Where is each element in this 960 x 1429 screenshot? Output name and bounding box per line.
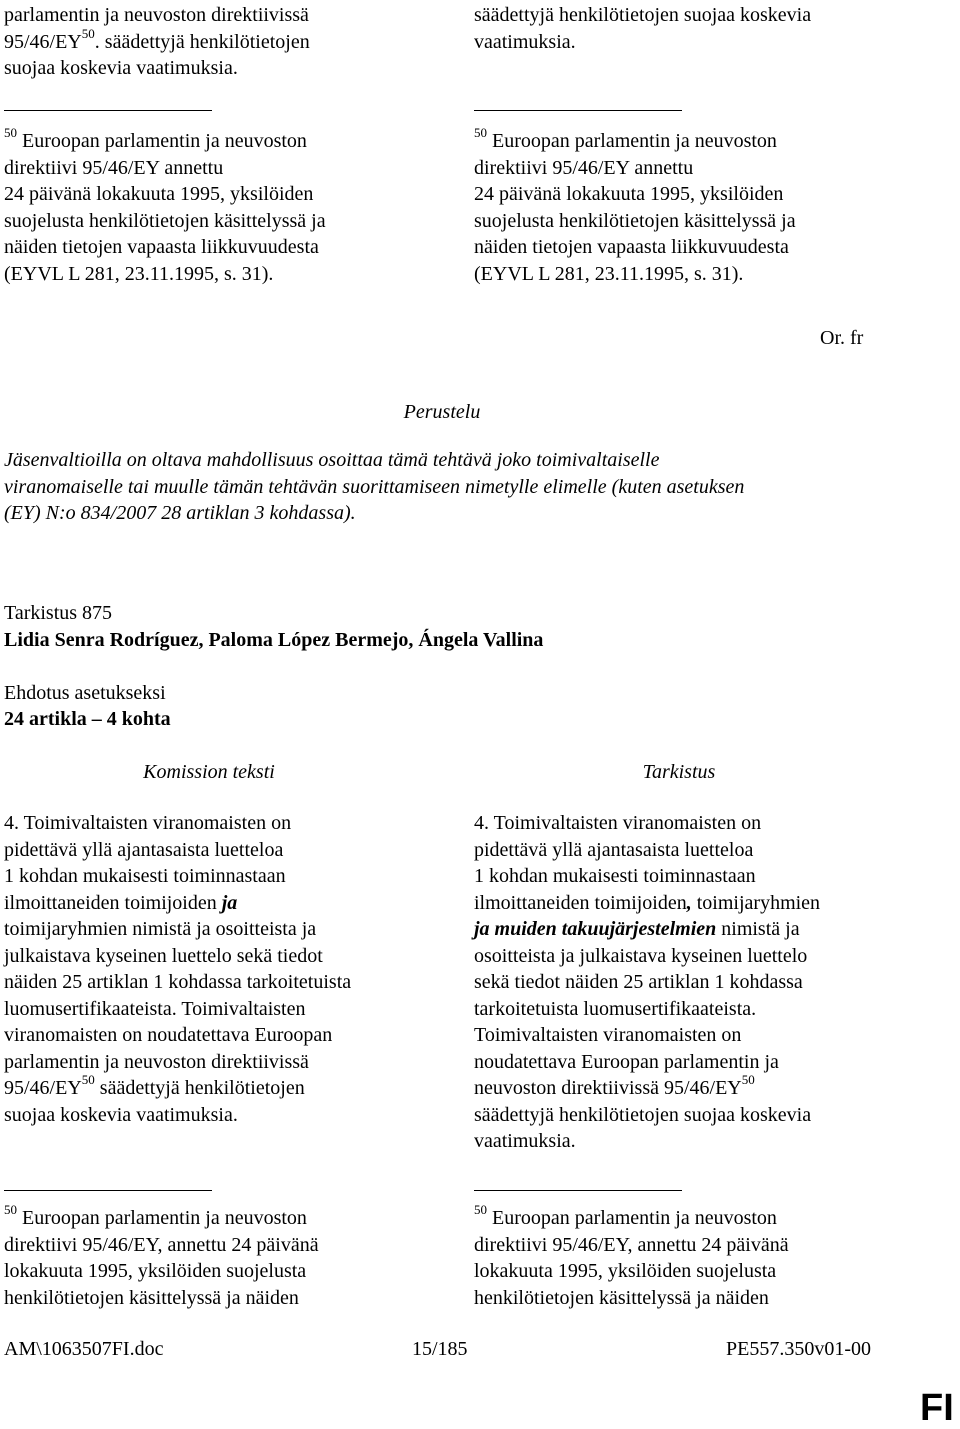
amendment-line: sekä tiedot näiden 25 artiklan 1 kohdassa [474, 971, 803, 993]
amendment-text [474, 810, 944, 1155]
amendment-text-plain: nimistä ja [716, 918, 800, 940]
deleted-text: ja [221, 891, 238, 914]
footnote-text: Euroopan parlamentin ja neuvoston [487, 130, 777, 152]
footnote-line: (EYVL L 281, 23.11.1995, s. 31). [474, 262, 744, 285]
language-mark: FI [920, 1387, 954, 1429]
footnote-ref: 50 [81, 25, 95, 41]
justification-line: viranomaiselle tai muulle tämän tehtävän suorittamiseen nimetylle elimelle (kuten asetuksen [4, 475, 745, 498]
footnote-ref: 50 [81, 1072, 95, 1088]
amendment-line: tarkoitetuista luomusertifikaateista. [474, 997, 757, 1020]
top-right-line-2: vaatimuksia. [474, 30, 576, 53]
footnote-text: Euroopan parlamentin ja neuvoston [17, 130, 307, 152]
column-header-amendment: Tarkistus [642, 761, 716, 783]
amendment-line: vaatimuksia. [474, 1130, 576, 1152]
footnote-line: direktiivi 95/46/EY annettu [474, 156, 694, 179]
footnote-bottom-right-first [474, 1202, 944, 1232]
footnote-separator-right [474, 1190, 682, 1191]
footnote-line: näiden tietojen vapaasta liikkuvuudesta [4, 236, 319, 258]
footnote-line: (EYVL L 281, 23.11.1995, s. 31). [4, 262, 274, 285]
footnote-separator-left [4, 1190, 212, 1191]
footnote-line: lokakuuta 1995, yksilöiden suojelusta [4, 1260, 307, 1282]
footnote-line: suojelusta henkilötietojen käsittelyssä ja [4, 209, 326, 232]
justification-line: Jäsenvaltioilla on oltava mahdollisuus osoittaa tämä tehtävä joko toimivaltaiselle [4, 449, 660, 471]
amendment-line: noudatettava Euroopan parlamentin ja [474, 1050, 779, 1073]
commission-text [4, 810, 444, 1128]
amendment-text-plain: neuvoston direktiivissä 95/46/EY [474, 1077, 742, 1099]
footnote-number: 50 [4, 1202, 17, 1218]
footnote-separator-left [4, 110, 212, 111]
commission-line: luomusertifikaateista. Toimivaltaisten [4, 997, 306, 1020]
commission-line: parlamentin ja neuvoston direktiivissä [4, 1050, 309, 1073]
directive-ref: 95/46/EY [4, 1077, 82, 1099]
footnote-line: 24 päivänä lokakuuta 1995, yksilöiden [474, 183, 784, 205]
footnote-text: Euroopan parlamentin ja neuvoston [17, 1207, 307, 1229]
footnote-separator-right [474, 110, 682, 111]
footer-page-number: 15/185 [412, 1338, 468, 1360]
footnote-number: 50 [4, 125, 17, 141]
footnote-top-right [474, 125, 944, 287]
footnote-top-right-first [474, 125, 944, 155]
amendment-line: Toimivaltaisten viranomaisten on [474, 1024, 742, 1046]
footnote-line: direktiivi 95/46/EY annettu [4, 156, 224, 179]
proposal-title: Ehdotus asetukseksi [4, 682, 166, 704]
top-left-line-3: suojaa koskevia vaatimuksia. [4, 57, 238, 79]
directive-ref: 95/46/EY [4, 30, 82, 53]
footnote-bottom-left-first [4, 1202, 444, 1232]
amendment-line: pidettävä yllä ajantasaista luetteloa [474, 838, 754, 861]
footnote-top-left [4, 125, 444, 287]
amendment-line [474, 1072, 944, 1102]
amendment-line [474, 916, 944, 943]
footnote-top-left-first [4, 125, 444, 155]
commission-line: pidettävä yllä ajantasaista luetteloa [4, 838, 284, 861]
top-right-line-1: säädettyjä henkilötietojen suojaa koskevia [474, 4, 812, 26]
amendment-line: osoitteista ja julkaistava kyseinen luettelo [474, 944, 808, 967]
footer-doc-reference: AM\1063507FI.doc [4, 1338, 164, 1360]
commission-line: viranomaisten on noudatettava Euroopan [4, 1024, 333, 1046]
column-header-commission: Komission teksti [143, 761, 275, 783]
top-text-right [474, 2, 944, 55]
footnote-line: direktiivi 95/46/EY, annettu 24 päivänä [4, 1233, 319, 1256]
amendment-line: 4. Toimivaltaisten viranomaisten on [474, 812, 762, 834]
inserted-text: ja muiden takuujärjestelmien [474, 918, 717, 940]
footnote-line: lokakuuta 1995, yksilöiden suojelusta [474, 1260, 777, 1282]
footnote-bottom-right [474, 1202, 944, 1311]
amendment-number: Tarkistus 875 [4, 602, 113, 624]
footnote-bottom-left [4, 1202, 444, 1311]
commission-text-plain: ilmoittaneiden toimijoiden [4, 891, 222, 914]
footnote-line: henkilötietojen käsittelyssä ja näiden [474, 1286, 769, 1309]
commission-line: 4. Toimivaltaisten viranomaisten on [4, 812, 292, 834]
inserted-text: , [686, 891, 692, 914]
amendment-text-plain: toimijaryhmien [691, 891, 821, 914]
commission-line [4, 890, 444, 917]
footnote-line: 24 päivänä lokakuuta 1995, yksilöiden [4, 183, 314, 205]
article-reference: 24 artikla – 4 kohta [4, 708, 171, 730]
footnote-line: suojelusta henkilötietojen käsittelyssä ja [474, 209, 796, 232]
commission-line: näiden 25 artiklan 1 kohdassa tarkoitetuista [4, 971, 352, 993]
commission-line: julkaistava kyseinen luettelo sekä tiedot [4, 944, 323, 967]
amendment-text-plain: ilmoittaneiden toimijoiden [474, 891, 687, 914]
commission-line: suojaa koskevia vaatimuksia. [4, 1103, 238, 1126]
footer-pe-reference: PE557.350v01-00 [726, 1338, 871, 1360]
top-left-line-1: parlamentin ja neuvoston direktiivissä [4, 4, 309, 26]
footnote-text: Euroopan parlamentin ja neuvoston [487, 1207, 777, 1229]
amendment-line: 1 kohdan mukaisesti toiminnastaan [474, 865, 756, 887]
top-left-line-2-rest: . säädettyjä henkilötietojen [94, 30, 310, 53]
top-text-left [4, 2, 444, 82]
footnote-number: 50 [474, 125, 487, 141]
justification-line: (EY) N:o 834/2007 28 artiklan 3 kohdassa). [4, 502, 356, 524]
footnote-line: direktiivi 95/46/EY, annettu 24 päivänä [474, 1233, 789, 1256]
footnote-line: henkilötietojen käsittelyssä ja näiden [4, 1286, 299, 1309]
justification-text [4, 447, 944, 527]
footnote-line: näiden tietojen vapaasta liikkuvuudesta [474, 236, 789, 258]
justification-heading: Perustelu [403, 401, 481, 423]
commission-text-plain: säädettyjä henkilötietojen [94, 1077, 305, 1099]
amendment-authors: Lidia Senra Rodríguez, Paloma López Bermejo, Ángela Vallina [4, 629, 544, 651]
commission-line: 1 kohdan mukaisesti toiminnastaan [4, 865, 286, 887]
original-language: Or. fr [820, 327, 864, 349]
amendment-line [474, 890, 944, 917]
commission-line: toimijaryhmien nimistä ja osoitteista ja [4, 918, 317, 940]
footnote-ref: 50 [741, 1072, 755, 1088]
footnote-number: 50 [474, 1202, 487, 1218]
top-left-line-2 [4, 25, 444, 56]
commission-line [4, 1072, 444, 1102]
amendment-line: säädettyjä henkilötietojen suojaa koskevia [474, 1103, 812, 1126]
